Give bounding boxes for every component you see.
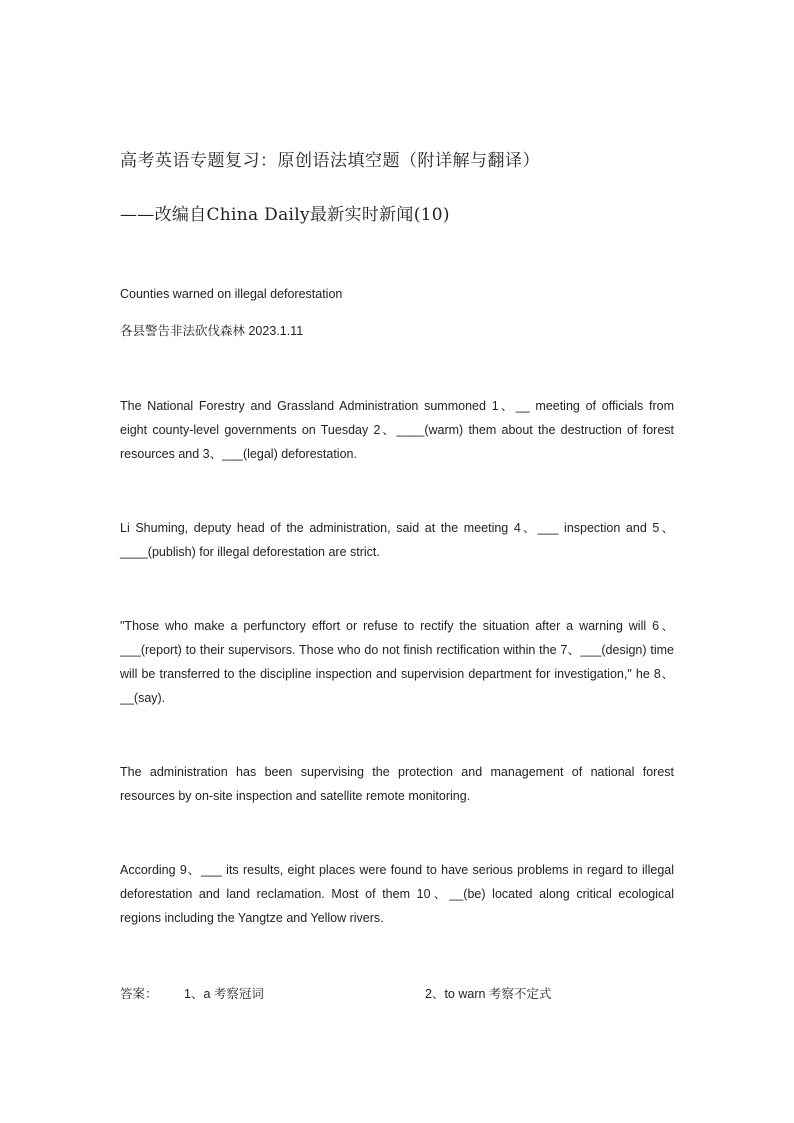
answers-row xyxy=(120,982,680,1006)
paragraph-4: The administration has been supervising the protection and management of national forest resources by on-site inspection and satellite remote monitoring. xyxy=(120,765,674,803)
paragraph-3: "Those who make a perfunctory effort or refuse to rectify the situation after a warning will 6、___(report) to their supervisors. Those who do not finish rectification within the 7、___(design) time will be transferred to the discipline inspection and supervision department for investigation," he 8、__(say). xyxy=(120,619,674,705)
paragraph-2: Li Shuming, deputy head of the administration, said at the meeting 4、___ inspection and 5、____(publish) for illegal deforestation are strict. xyxy=(120,521,674,559)
paragraph-5: According 9、___ its results, eight places were found to have serious problems in regard to illegal deforestation and land reclamation. Most of them 10、__(be) located along critical ecological regions including the Yangtze and Yellow rivers. xyxy=(120,863,674,925)
article-chinese-headline: 各县警告非法砍伐森林 2023.1.11 xyxy=(120,324,304,338)
article-headline: Counties warned on illegal deforestation xyxy=(120,287,343,301)
document-title: 高考英语专题复习：原创语法填空题（附详解与翻译） xyxy=(120,151,540,171)
answer-item-1: 1、a 考察冠词 xyxy=(184,987,264,1001)
document-subtitle: ——改编自China Daily最新实时新闻(10) xyxy=(120,205,450,225)
answers-label: 答案： xyxy=(120,987,158,1001)
answer-item-2: 2、to warn 考察不定式 xyxy=(425,987,552,1001)
paragraph-1: The National Forestry and Grassland Administration summoned 1、__ meeting of officials from eight county-level governments on Tuesday 2、____(warm) them about the destruction of forest resources and 3、___(legal) deforestation. xyxy=(120,399,674,461)
